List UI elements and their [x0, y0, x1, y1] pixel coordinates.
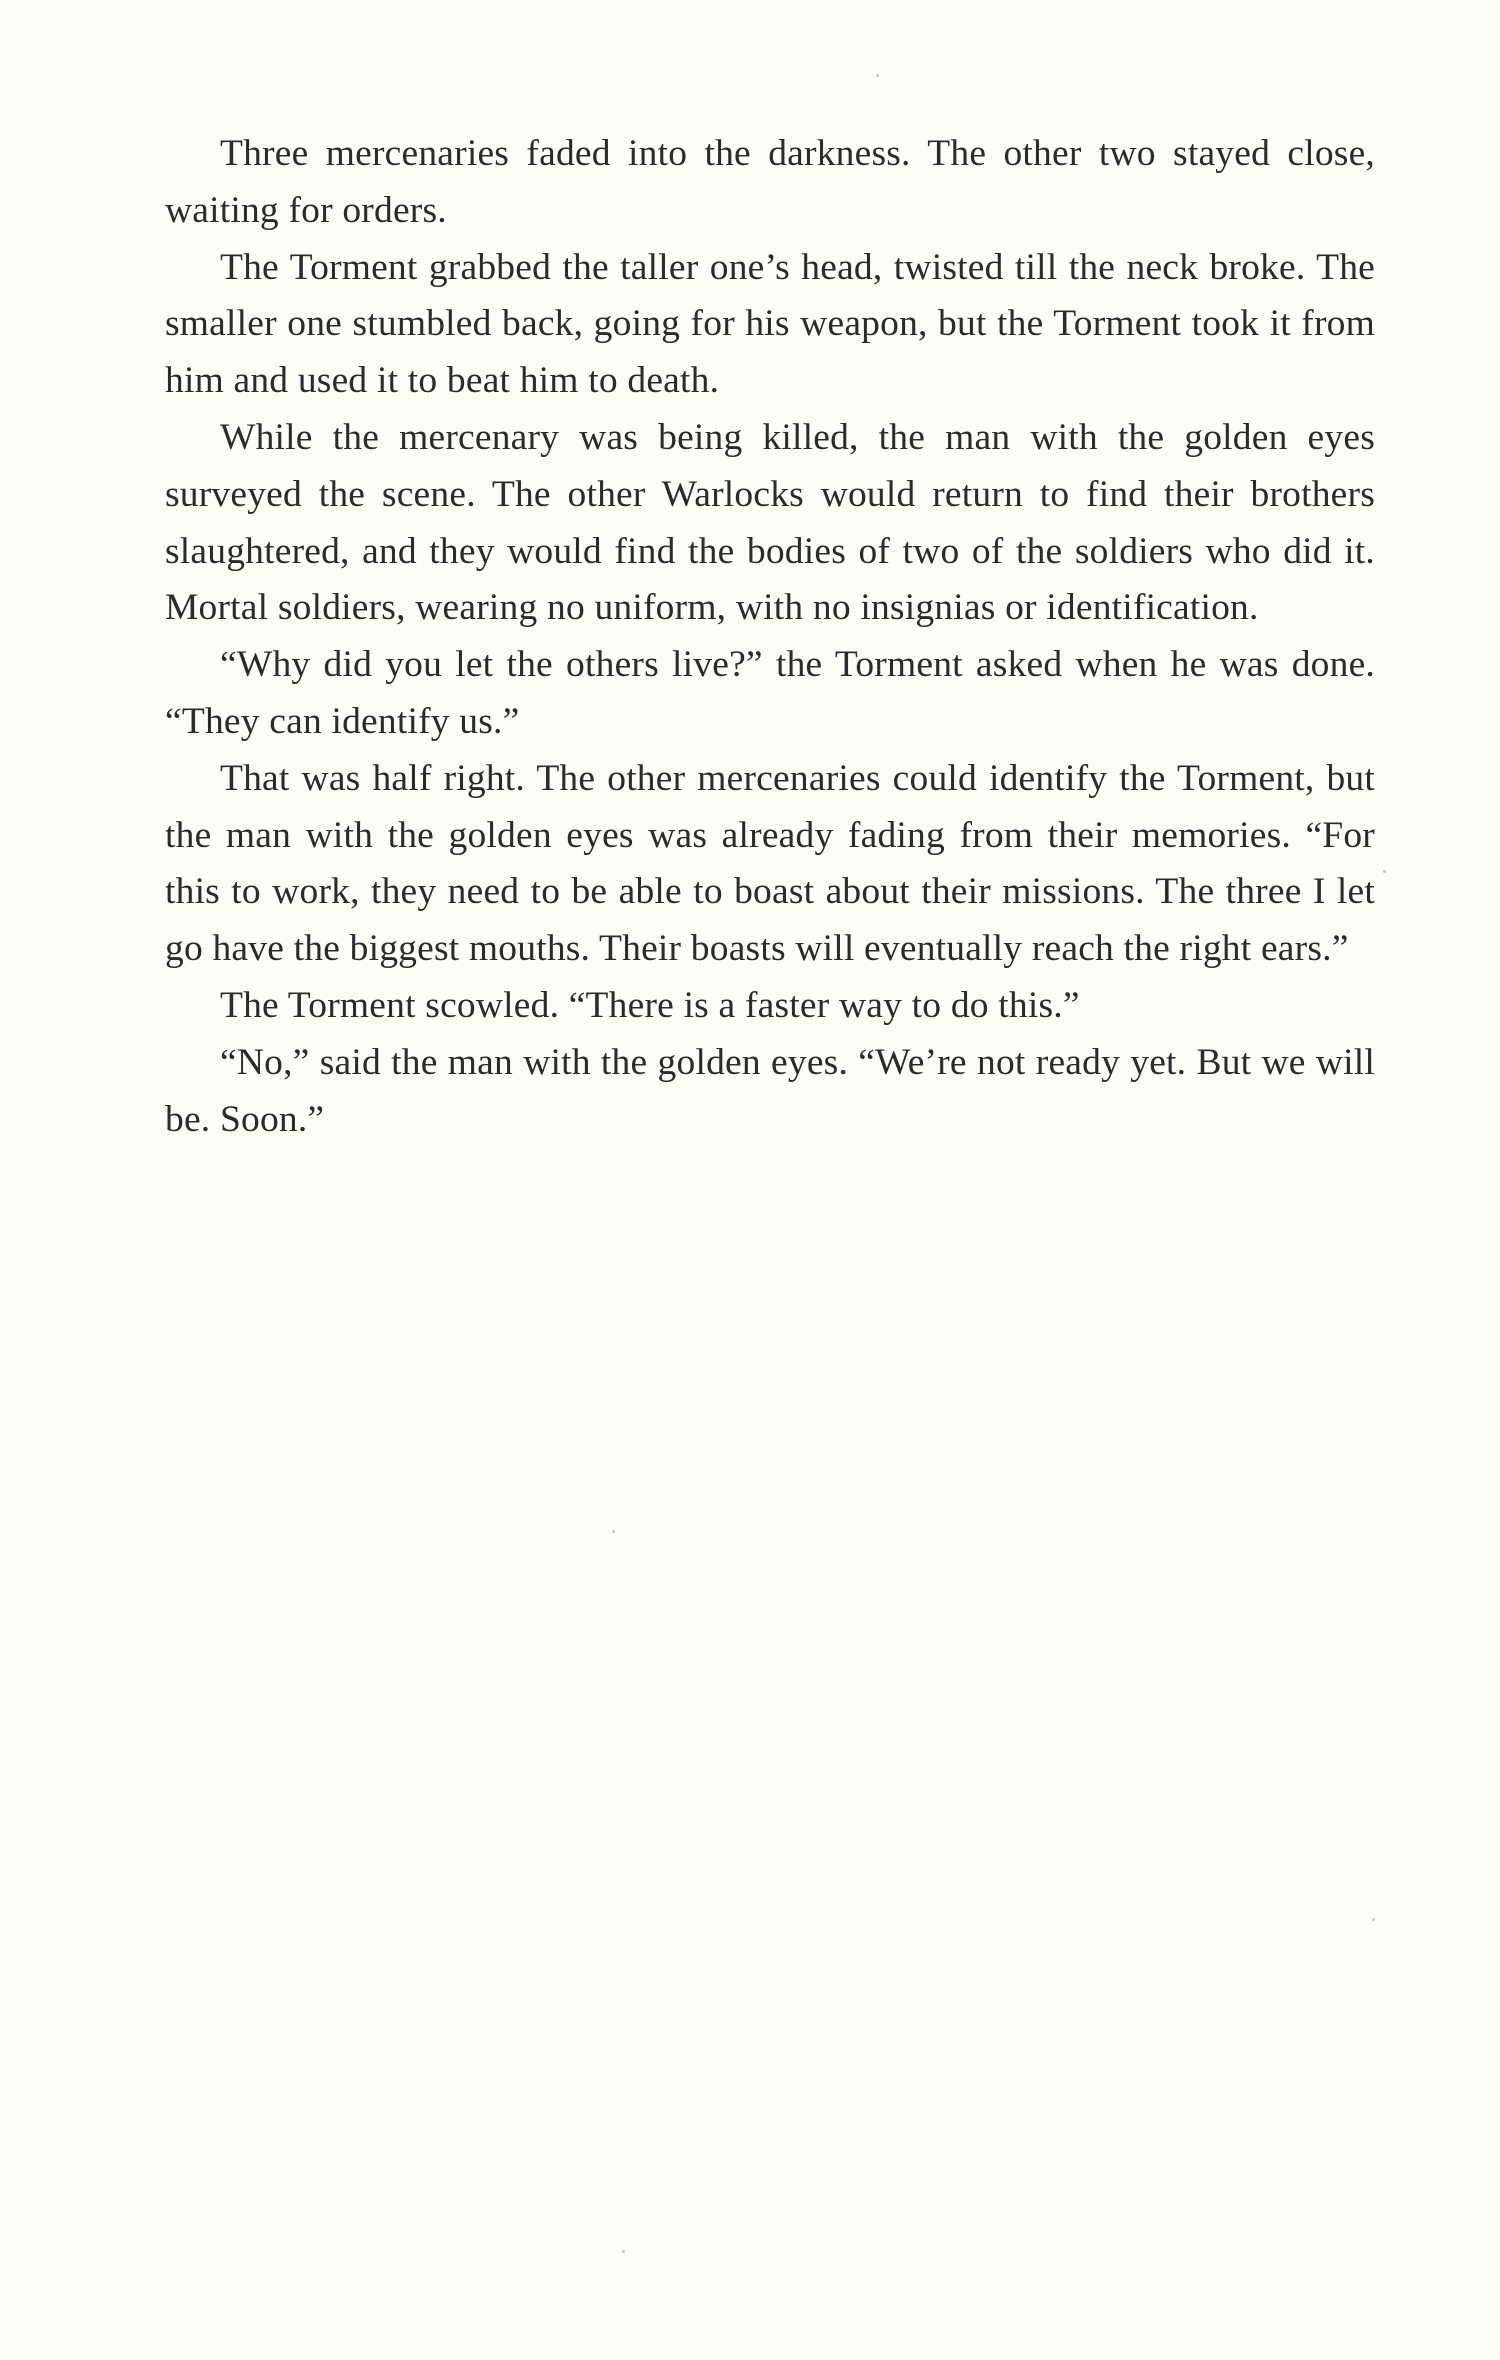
paper-speck: [622, 2250, 625, 2253]
paragraph-4: “Why did you let the others live?” the Torment asked when he was done. “They can identify us.”: [165, 644, 1375, 742]
paragraph-1: Three mercenaries faded into the darkness. The other two stayed close, waiting for orders.: [165, 133, 1375, 231]
paper-speck: [612, 1530, 615, 1533]
paragraph-7: “No,” said the man with the golden eyes. “We’re not ready yet. But we will be. Soon.”: [165, 1041, 1375, 1140]
paragraph-3: While the mercenary was being killed, the man with the golden eyes surveyed the scene. The other Warlocks would return to find their brothers slaughtered, and they would find the bodies of two of the soldiers who did it. Mortal soldiers, wearing no uniform, with no insignias or identification.: [165, 416, 1375, 629]
paragraph-2: The Torment grabbed the taller one’s head, twisted till the neck broke. The smaller one stumbled back, going for his weapon, but the Torment took it from him and used it to beat him to death.: [165, 246, 1375, 402]
paper-speck: [1372, 1918, 1375, 1921]
body-text: [165, 126, 1375, 1148]
paper-speck: [1383, 870, 1386, 873]
paragraph-6: The Torment scowled. “There is a faster way to do this.”: [220, 984, 1080, 1026]
paragraph-5: That was half right. The other mercenaries could identify the Torment, but the man with the golden eyes was already fading from their memories. “For this to work, they need to be able to boast about their missions. The three I let go have the biggest mouths. Their boasts will eventually reach the right ears.”: [165, 757, 1375, 970]
paper-speck: [876, 74, 879, 77]
